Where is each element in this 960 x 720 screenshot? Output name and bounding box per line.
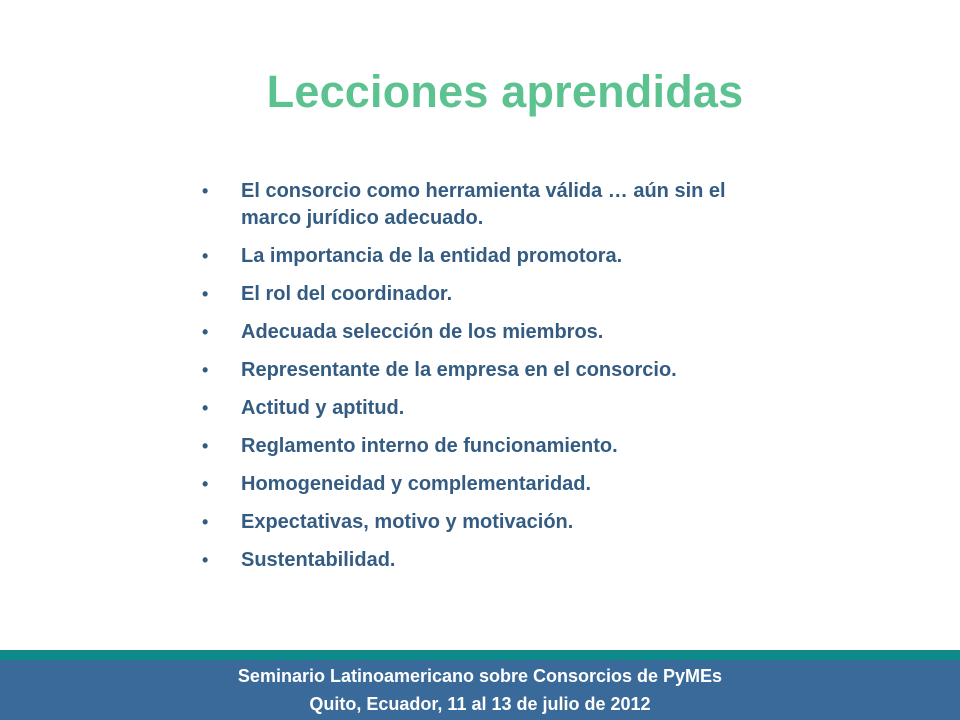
bullet-text: Reglamento interno de funcionamiento. xyxy=(241,435,618,457)
bullet-text: Adecuada selección de los miembros. xyxy=(241,321,604,343)
list-item xyxy=(200,509,760,536)
bullet-list xyxy=(200,178,760,585)
bullet-icon: • xyxy=(202,436,209,456)
slide-title: Lecciones aprendidas xyxy=(266,66,744,117)
list-item xyxy=(200,243,760,270)
list-item xyxy=(200,178,760,232)
bullet-text: Expectativas, motivo y motivación. xyxy=(241,511,574,533)
footer-banner xyxy=(0,660,960,720)
bullet-icon: • xyxy=(202,246,209,266)
bullet-text: Actitud y aptitud. xyxy=(241,397,405,419)
bullet-icon: • xyxy=(202,322,209,342)
bullet-icon: • xyxy=(202,550,209,570)
bullet-text: Homogeneidad y complementaridad. xyxy=(241,473,592,495)
list-item xyxy=(200,357,760,384)
bullet-icon: • xyxy=(202,398,209,418)
list-item xyxy=(200,471,760,498)
bullet-icon: • xyxy=(202,181,209,201)
footer-event-location-date: Quito, Ecuador, 11 al 13 de julio de 2012 xyxy=(309,694,651,714)
list-item xyxy=(200,319,760,346)
bullet-icon: • xyxy=(202,284,209,304)
bullet-text: La importancia de la entidad promotora. xyxy=(241,245,623,267)
list-item xyxy=(200,547,760,574)
bullet-icon: • xyxy=(202,474,209,494)
bullet-text: Sustentabilidad. xyxy=(241,549,396,571)
bullet-text: Representante de la empresa en el consorcio. xyxy=(241,359,677,381)
bullet-text: El consorcio como herramienta válida … aún sin el marco jurídico adecuado. xyxy=(241,180,726,229)
bullet-icon: • xyxy=(202,512,209,532)
list-item xyxy=(200,281,760,308)
bullet-text: El rol del coordinador. xyxy=(241,283,453,305)
list-item xyxy=(200,395,760,422)
bullet-icon: • xyxy=(202,360,209,380)
list-item xyxy=(200,433,760,460)
footer-stripe xyxy=(0,650,960,660)
footer-event-name: Seminario Latinoamericano sobre Consorcios de PyMEs xyxy=(237,666,723,686)
